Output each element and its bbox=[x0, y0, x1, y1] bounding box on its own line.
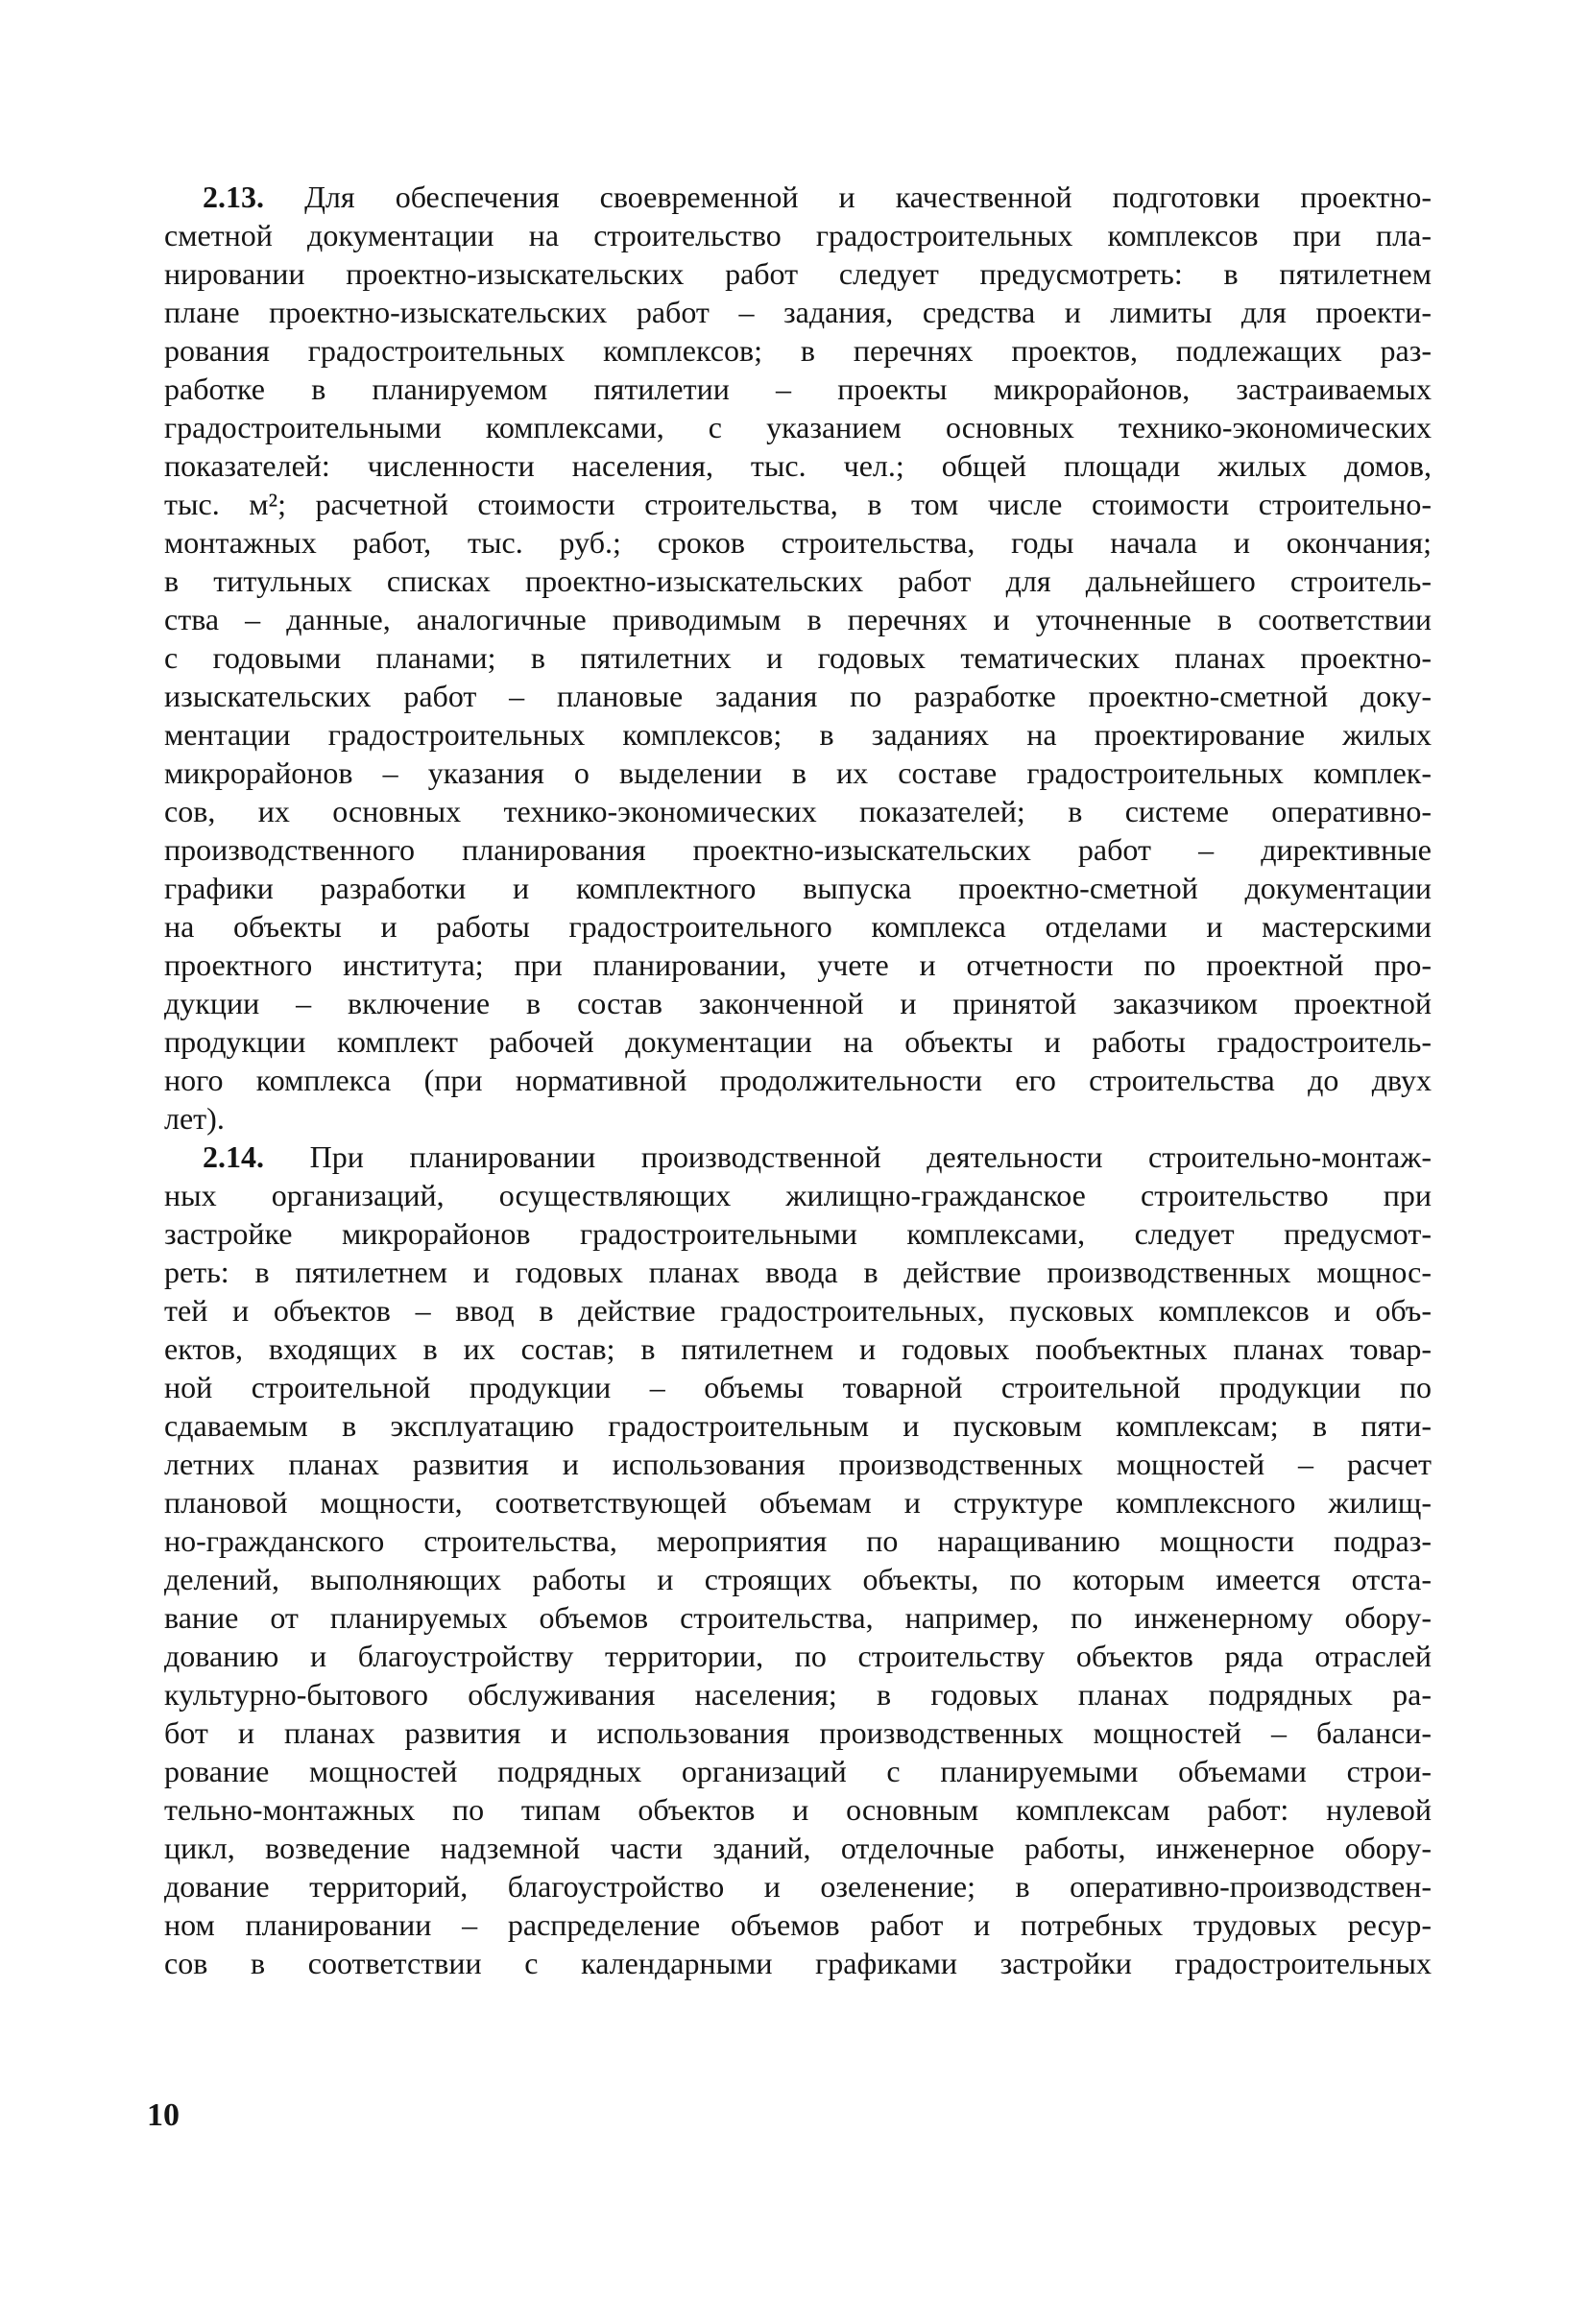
paragraph-line: дование территорий, благоустройство и озеленение; в оперативно-производствен- bbox=[164, 1869, 1432, 1904]
paragraph-line: дованию и благоустройству территории, по строительству объектов ряда отраслей bbox=[164, 1639, 1432, 1673]
paragraph-line: нировании проектно-изыскательских работ следует предусмотреть: в пятилетнем bbox=[164, 256, 1432, 291]
paragraph-line: культурно-бытового обслуживания населения; в годовых планах подрядных ра- bbox=[164, 1677, 1432, 1712]
paragraph-line: цикл, возведение надземной части зданий, отделочные работы, инженерное обору- bbox=[164, 1831, 1432, 1865]
paragraph-line: в титульных списках проектно-изыскательских работ для дальнейшего строитель- bbox=[164, 563, 1432, 598]
paragraph-line: производственного планирования проектно-изыскательских работ – директивные bbox=[164, 832, 1432, 867]
paragraph-line: ментации градостроительных комплексов; в заданиях на проектирование жилых bbox=[164, 717, 1432, 752]
paragraph-line: вание от планируемых объемов строительства, например, по инженерному обору- bbox=[164, 1600, 1432, 1635]
paragraph-line: летних планах развития и использования производственных мощностей – расчет bbox=[164, 1447, 1432, 1481]
paragraph-line: проектного института; при планировании, учете и отчетности по проектной про- bbox=[164, 947, 1432, 982]
paragraph-line: сдаваемым в эксплуатацию градостроительным и пусковым комплексам; в пяти- bbox=[164, 1408, 1432, 1443]
paragraph-line: дукции – включение в состав законченной и принятой заказчиком проектной bbox=[164, 986, 1432, 1020]
section-2-14 bbox=[164, 1138, 1432, 1982]
paragraph-line: лет). bbox=[164, 1101, 225, 1136]
paragraph-line: ной строительной продукции – объемы товарной строительной продукции по bbox=[164, 1370, 1432, 1404]
line-text: При планировании производственной деятельности строительно-монтаж- bbox=[309, 1139, 1433, 1174]
section-number: 2.13. bbox=[203, 180, 264, 214]
section-2-13 bbox=[164, 178, 1432, 1138]
paragraph-line: показателей: численности населения, тыс. чел.; общей площади жилых домов, bbox=[164, 448, 1432, 483]
paragraph-line: с годовыми планами; в пятилетних и годовых тематических планах проектно- bbox=[164, 640, 1432, 675]
paragraph-line: градостроительными комплексами, с указанием основных технико-экономических bbox=[164, 410, 1432, 444]
paragraph-line: ства – данные, аналогичные приводимым в перечнях и уточненные в соответствии bbox=[164, 602, 1432, 636]
paragraph-line: застройке микрорайонов градостроительными комплексами, следует предусмот- bbox=[164, 1216, 1432, 1251]
paragraph-line: изыскательских работ – плановые задания по разработке проектно-сметной доку- bbox=[164, 679, 1432, 713]
paragraph-line: делений, выполняющих работы и строящих объекты, по которым имеется отста- bbox=[164, 1562, 1432, 1596]
paragraph-line: ных организаций, осуществляющих жилищно-гражданское строительство при bbox=[164, 1178, 1432, 1212]
paragraph-line: тыс. м²; расчетной стоимости строительства, в том числе стоимости строительно- bbox=[164, 487, 1432, 521]
paragraph-line: работке в планируемом пятилетии – проекты микрорайонов, застраиваемых bbox=[164, 371, 1432, 406]
paragraph-line: плане проектно-изыскательских работ – задания, средства и лимиты для проекти- bbox=[164, 295, 1432, 329]
paragraph-line: графики разработки и комплектного выпуска проектно-сметной документации bbox=[164, 871, 1432, 905]
paragraph-line: сметной документации на строительство градостроительных комплексов при пла- bbox=[164, 218, 1432, 252]
paragraph-line: бот и планах развития и использования производственных мощностей – баланси- bbox=[164, 1715, 1432, 1750]
page-number: 10 bbox=[147, 2097, 180, 2133]
paragraph-line: но-гражданского строительства, мероприятия по наращиванию мощности подраз- bbox=[164, 1523, 1432, 1558]
paragraph-line: продукции комплект рабочей документации на объекты и работы градостроитель- bbox=[164, 1024, 1432, 1059]
line-text: Для обеспечения своевременной и качественной подготовки проектно- bbox=[304, 180, 1433, 214]
paragraph-line: плановой мощности, соответствующей объемам и структуре комплексного жилищ- bbox=[164, 1485, 1432, 1520]
paragraph-line: на объекты и работы градостроительного комплекса отделами и мастерскими bbox=[164, 909, 1432, 944]
paragraph-line: тельно-монтажных по типам объектов и основным комплексам работ: нулевой bbox=[164, 1792, 1432, 1827]
paragraph-line: тей и объектов – ввод в действие градостроительных, пусковых комплексов и объ- bbox=[164, 1293, 1432, 1328]
paragraph-line: микрорайонов – указания о выделении в их составе градостроительных комплек- bbox=[164, 755, 1432, 790]
paragraph-line: рования градостроительных комплексов; в перечнях проектов, подлежащих раз- bbox=[164, 333, 1432, 368]
section-number: 2.14. bbox=[203, 1139, 264, 1174]
paragraph-line bbox=[164, 1138, 1432, 1176]
paragraph-line: реть: в пятилетнем и годовых планах ввода в действие производственных мощнос- bbox=[164, 1255, 1432, 1289]
paragraph-line: ектов, входящих в их состав; в пятилетнем и годовых пообъектных планах товар- bbox=[164, 1331, 1432, 1366]
paragraph-line: сов, их основных технико-экономических показателей; в системе оперативно- bbox=[164, 794, 1432, 828]
body-text bbox=[164, 178, 1432, 1982]
paragraph-line: монтажных работ, тыс. руб.; сроков строительства, годы начала и окончания; bbox=[164, 525, 1432, 560]
paragraph-line: ного комплекса (при нормативной продолжительности его строительства до двух bbox=[164, 1063, 1432, 1097]
paragraph-line bbox=[164, 178, 1432, 216]
paragraph-line: рование мощностей подрядных организаций с планируемыми объемами строи- bbox=[164, 1754, 1432, 1788]
paragraph-line: ном планировании – распределение объемов работ и потребных трудовых ресур- bbox=[164, 1907, 1432, 1942]
paragraph-line: сов в соответствии с календарными графиками застройки градостроительных bbox=[164, 1946, 1432, 1980]
